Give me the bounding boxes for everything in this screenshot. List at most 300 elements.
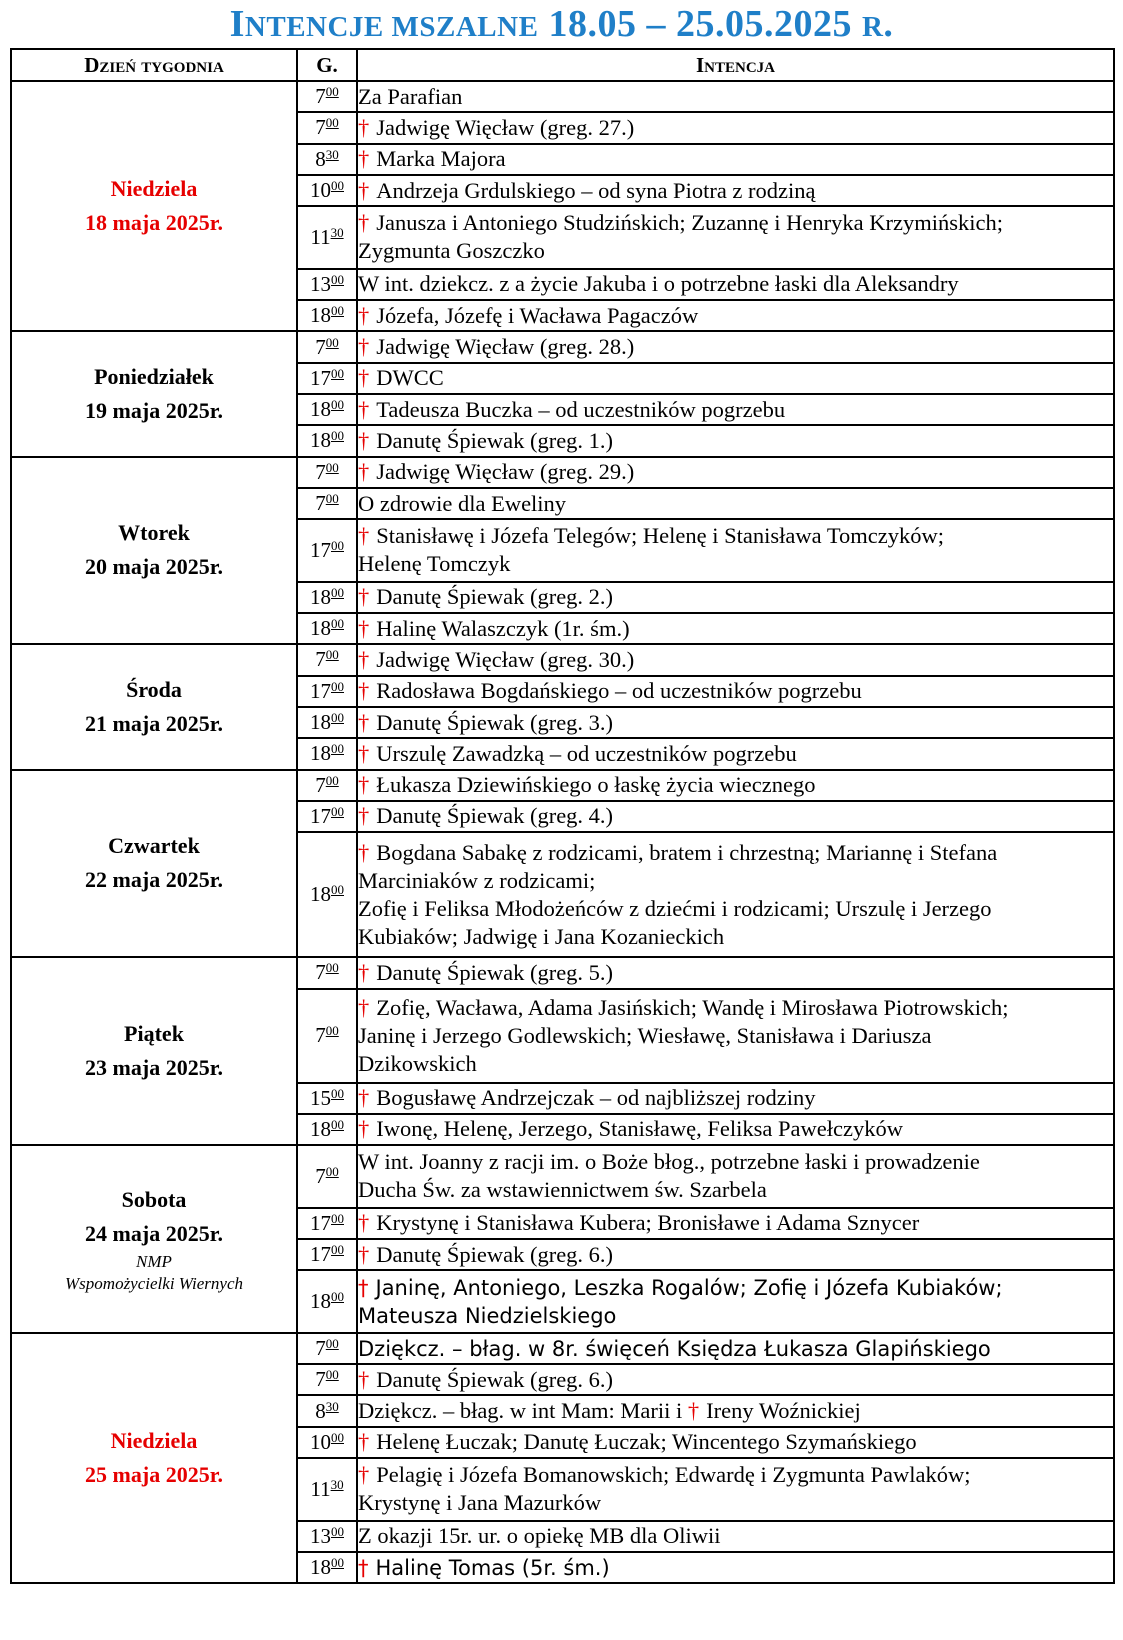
mass-time (297, 394, 357, 425)
intention-line (358, 1176, 1113, 1204)
mass-hour: 17 (310, 1210, 331, 1235)
mass-time (297, 1270, 357, 1333)
mass-minutes: 00 (325, 1367, 339, 1383)
mass-minutes: 00 (331, 303, 344, 319)
cross-icon: † (687, 1398, 700, 1424)
mass-minutes: 30 (330, 224, 344, 240)
intention-text: Andrzeja Grdulskiego – od syna Piotra z rodziną (376, 177, 816, 203)
intention-line (358, 802, 1113, 830)
table-row (11, 457, 1114, 488)
table-header-row (11, 49, 1114, 81)
day-date: 20 maja 2025r. (85, 554, 223, 580)
intention-text: Za Parafian (358, 83, 463, 109)
mass-minutes: 00 (331, 1555, 344, 1571)
mass-time (297, 801, 357, 832)
mass-time (297, 425, 357, 456)
intention-line (358, 490, 1113, 518)
intention-cell (357, 81, 1114, 112)
day-cell (11, 457, 297, 645)
intention-text: Krystynę i Stanisława Kubera; Bronisławe i Adama Sznycer (376, 1210, 920, 1236)
intention-line (358, 994, 1113, 1022)
intention-text: Iwonę, Helenę, Jerzego, Stanisławę, Feliksa Pawełczyków (376, 1116, 903, 1142)
intention-line (358, 839, 1113, 867)
intention-line (358, 364, 1113, 392)
intention-cell (357, 1208, 1114, 1239)
intention-text: Helenę Tomczyk (358, 551, 511, 577)
mass-minutes: 00 (331, 1429, 344, 1445)
mass-minutes: 00 (325, 115, 339, 131)
intention-text: Danutę Śpiewak (greg. 3.) (376, 709, 614, 735)
intention-cell (357, 519, 1114, 582)
intention-cell (357, 989, 1114, 1083)
mass-time (297, 832, 357, 957)
mass-hour: 18 (310, 428, 331, 453)
day-cell (11, 331, 297, 456)
intention-cell (357, 1364, 1114, 1395)
intention-cell (357, 1521, 1114, 1552)
intention-cell (357, 801, 1114, 832)
cross-icon: † (358, 396, 370, 422)
intention-text: Ireny Woźnickiej (706, 1398, 861, 1424)
day-date: 21 maja 2025r. (85, 710, 223, 736)
intention-line (358, 114, 1113, 142)
mass-minutes: 30 (325, 146, 339, 162)
mass-time (297, 1521, 357, 1552)
mass-hour: 18 (310, 584, 331, 609)
intention-text: Bogdana Sabakę z rodzicami, bratem i chrzestną; Mariannę i Stefana (376, 839, 998, 865)
mass-time (297, 582, 357, 613)
cross-icon: † (358, 1241, 370, 1267)
mass-hour: 8 (315, 1398, 326, 1423)
mass-minutes: 00 (331, 1523, 344, 1539)
intention-text: Dzikowskich (358, 1050, 477, 1076)
mass-hour: 11 (310, 1476, 331, 1501)
intention-cell (357, 644, 1114, 675)
cross-icon: † (358, 994, 370, 1020)
intention-text: Danutę Śpiewak (greg. 1.) (376, 427, 614, 453)
mass-hour: 7 (315, 334, 326, 359)
mass-hour: 17 (310, 365, 331, 390)
intention-cell (357, 1114, 1114, 1145)
mass-minutes: 00 (325, 459, 339, 475)
intention-cell (357, 457, 1114, 488)
intention-line (358, 333, 1113, 361)
mass-minutes: 00 (325, 1023, 339, 1039)
intention-text: Marciniaków z rodzicami; (358, 867, 596, 893)
intention-cell (357, 707, 1114, 738)
mass-minutes: 00 (331, 537, 344, 553)
intention-line (358, 1115, 1113, 1143)
intention-line (358, 1554, 1113, 1582)
intention-cell (357, 957, 1114, 988)
mass-hour: 7 (315, 115, 326, 140)
intention-text: Danutę Śpiewak (greg. 2.) (376, 584, 614, 610)
mass-hour: 7 (315, 1367, 326, 1392)
mass-time (297, 770, 357, 801)
cross-icon: † (358, 1116, 370, 1142)
day-date: 25 maja 2025r. (85, 1462, 223, 1488)
mass-time (297, 1458, 357, 1521)
mass-hour: 17 (310, 803, 331, 828)
intention-text: Zygmunta Goszczko (358, 238, 545, 264)
intention-line (358, 177, 1113, 205)
intention-text: Halinę Tomas (5r. śm.) (375, 1555, 610, 1580)
intention-line (358, 458, 1113, 486)
day-name: Niedziela (110, 176, 198, 202)
intention-text: Marka Majora (376, 146, 506, 172)
cross-icon: † (358, 114, 370, 140)
day-date: 23 maja 2025r. (85, 1055, 223, 1081)
cross-icon: † (358, 646, 370, 672)
mass-time (297, 81, 357, 112)
day-date: 24 maja 2025r. (85, 1220, 223, 1246)
mass-time (297, 300, 357, 331)
intention-line (358, 1274, 1113, 1302)
intention-cell (357, 206, 1114, 269)
intention-line (358, 1302, 1113, 1330)
intention-line (358, 867, 1113, 895)
cross-icon: † (358, 1275, 369, 1300)
mass-hour: 7 (315, 1163, 326, 1188)
mass-minutes: 00 (325, 334, 339, 350)
intention-line (358, 771, 1113, 799)
mass-hour: 18 (310, 710, 331, 735)
intention-cell (357, 738, 1114, 769)
intention-line (358, 583, 1113, 611)
mass-time (297, 1083, 357, 1114)
mass-time (297, 1552, 357, 1583)
day-date: 22 maja 2025r. (85, 867, 223, 893)
mass-hour: 10 (310, 178, 331, 203)
mass-intentions-table (10, 48, 1115, 1584)
mass-time (297, 206, 357, 269)
cross-icon: † (358, 740, 370, 766)
intention-line (358, 1461, 1113, 1489)
mass-minutes: 00 (331, 710, 344, 726)
mass-hour: 18 (310, 397, 331, 422)
mass-time (297, 676, 357, 707)
table-row (11, 81, 1114, 112)
mass-minutes: 00 (331, 178, 344, 194)
mass-minutes: 00 (331, 365, 344, 381)
intention-text: Kubiaków; Jadwigę i Jana Kozanieckich (358, 923, 725, 949)
mass-time (297, 363, 357, 394)
day-name: Sobota (121, 1186, 187, 1212)
cross-icon: † (358, 427, 370, 453)
mass-minutes: 00 (325, 84, 339, 100)
table-row (11, 957, 1114, 988)
mass-hour: 7 (315, 459, 326, 484)
intention-line (358, 1489, 1113, 1517)
day-name: Poniedziałek (94, 363, 214, 389)
mass-time (297, 1145, 357, 1208)
mass-time (297, 957, 357, 988)
feast-note: NMP (136, 1251, 172, 1271)
day-cell (11, 1145, 297, 1333)
mass-time (297, 457, 357, 488)
intention-cell (357, 488, 1114, 519)
mass-time (297, 989, 357, 1083)
intention-line (358, 302, 1113, 330)
intention-cell (357, 1395, 1114, 1426)
intention-text: Stanisławę i Józefa Telegów; Helenę i Stanisława Tomczyków; (376, 523, 944, 549)
mass-hour: 10 (310, 1429, 331, 1454)
intention-text: Dziękcz. – błag. w 8r. święceń Księdza Łukasza Glapińskiego (358, 1336, 991, 1361)
mass-time (297, 1333, 357, 1364)
intention-text: Łukasza Dziewińskiego o łaskę życia wiecznego (376, 772, 816, 798)
mass-minutes: 00 (331, 616, 344, 632)
table-row (11, 1333, 1114, 1364)
intention-line (358, 427, 1113, 455)
mass-minutes: 30 (325, 1398, 339, 1414)
intention-text: O zdrowie dla Eweliny (358, 490, 567, 516)
cross-icon: † (358, 334, 370, 360)
intention-text: Jadwigę Więcław (greg. 28.) (376, 334, 635, 360)
intention-text: W int. dziekcz. z a życie Jakuba i o potrzebne łaski dla Aleksandry (358, 271, 959, 297)
intention-cell (357, 1333, 1114, 1364)
mass-hour: 7 (315, 491, 326, 515)
intention-text: Bogusławę Andrzejczak – od najbliższej rodziny (376, 1085, 816, 1111)
mass-time (297, 144, 357, 175)
day-cell (11, 770, 297, 958)
intention-cell (357, 613, 1114, 644)
schedule-body (11, 81, 1114, 1583)
mass-hour: 17 (310, 537, 331, 562)
intention-cell (357, 331, 1114, 362)
intention-text: Pelagię i Józefa Bomanowskich; Edwardę i Zygmunta Pawlaków; (376, 1462, 971, 1488)
cross-icon: † (358, 615, 370, 641)
intention-line (358, 1241, 1113, 1269)
intention-line (358, 83, 1113, 111)
mass-minutes: 00 (325, 1336, 339, 1352)
cross-icon: † (358, 210, 370, 236)
intention-cell (357, 394, 1114, 425)
mass-time (297, 1239, 357, 1270)
intention-cell (357, 1239, 1114, 1270)
intention-cell (357, 1145, 1114, 1208)
intention-line (358, 615, 1113, 643)
intention-line (358, 895, 1113, 923)
cross-icon: † (358, 1429, 370, 1455)
intention-line (358, 677, 1113, 705)
mass-hour: 7 (315, 1336, 326, 1361)
mass-time (297, 175, 357, 206)
intention-cell (357, 300, 1114, 331)
cross-icon: † (358, 803, 370, 829)
intention-cell (357, 112, 1114, 143)
cross-icon: † (358, 678, 370, 704)
intention-text: Jadwigę Więcław (greg. 30.) (376, 646, 635, 672)
intention-text: Z okazji 15r. ur. o opiekę MB dla Oliwii (358, 1523, 721, 1549)
column-header-day: Dzień tygodnia (11, 49, 297, 81)
intention-text: Janusza i Antoniego Studzińskich; Zuzannę i Henryka Krzymińskich; (376, 210, 1003, 236)
page-title: INTENCJE MSZALNE 18.05 – 25.05.2025 R. (229, 3, 894, 45)
intention-text: Urszulę Zawadzką – od uczestników pogrzebu (376, 740, 797, 766)
intention-line (358, 396, 1113, 424)
cross-icon: † (358, 1210, 370, 1236)
intention-text: Dziękcz. – błag. w int Mam: Marii i (358, 1398, 688, 1424)
intention-cell (357, 582, 1114, 613)
intention-cell (357, 1458, 1114, 1521)
mass-hour: 7 (315, 647, 326, 672)
intention-text: Zofię, Wacława, Adama Jasińskich; Wandę i Mirosława Piotrowskich; (376, 994, 1009, 1020)
intention-line (358, 550, 1113, 578)
mass-minutes: 00 (325, 1163, 339, 1179)
intention-text: Danutę Śpiewak (greg. 5.) (376, 959, 614, 985)
mass-time (297, 488, 357, 519)
intention-text: Halinę Walaszczyk (1r. śm.) (376, 615, 630, 641)
day-cell (11, 957, 297, 1145)
intention-line (358, 1022, 1113, 1050)
cross-icon: † (358, 839, 370, 865)
intention-text: W int. Joanny z racji im. o Boże błog., potrzebne łaski i prowadzenie (358, 1149, 980, 1175)
mass-minutes: 00 (325, 960, 339, 976)
mass-minutes: 00 (325, 491, 339, 506)
mass-time (297, 707, 357, 738)
day-name: Niedziela (110, 1428, 198, 1454)
intention-text: Radosława Bogdańskiego – od uczestników pogrzebu (376, 678, 862, 704)
intention-line (358, 1209, 1113, 1237)
intention-line (358, 959, 1113, 987)
mass-hour: 18 (310, 1289, 331, 1314)
column-header-hour: G. (297, 49, 357, 81)
intention-line (358, 1366, 1113, 1394)
mass-minutes: 00 (331, 1116, 344, 1132)
mass-minutes: 00 (331, 741, 344, 757)
intention-text: Jadwigę Więcław (greg. 27.) (376, 114, 635, 140)
mass-minutes: 00 (331, 584, 344, 600)
intention-line (358, 1335, 1113, 1363)
cross-icon: † (358, 146, 370, 172)
mass-minutes: 00 (331, 428, 344, 444)
intention-line (358, 1084, 1113, 1112)
mass-time (297, 613, 357, 644)
intention-text: Helenę Łuczak; Danutę Łuczak; Wincentego Szymańskiego (376, 1429, 917, 1455)
mass-hour: 17 (310, 1242, 331, 1267)
mass-minutes: 00 (331, 678, 344, 694)
day-name: Czwartek (108, 833, 200, 859)
mass-minutes: 00 (331, 882, 344, 898)
mass-minutes: 00 (331, 1242, 344, 1258)
cross-icon: † (358, 1085, 370, 1111)
mass-minutes: 00 (331, 271, 344, 287)
mass-time (297, 1364, 357, 1395)
mass-time (297, 1427, 357, 1458)
mass-time (297, 1114, 357, 1145)
intention-line (358, 646, 1113, 674)
mass-minutes: 00 (325, 647, 339, 663)
intention-line (358, 740, 1113, 768)
table-row (11, 770, 1114, 801)
mass-minutes: 00 (325, 772, 339, 788)
mass-time (297, 519, 357, 582)
intention-cell (357, 832, 1114, 957)
intention-text: Krystynę i Jana Mazurków (358, 1490, 602, 1516)
intention-line (358, 209, 1113, 237)
intention-line (358, 522, 1113, 550)
intention-cell (357, 1552, 1114, 1583)
mass-hour: 18 (310, 1116, 331, 1141)
cross-icon: † (358, 459, 370, 485)
mass-hour: 8 (315, 146, 326, 171)
intention-text: Jadwigę Więcław (greg. 29.) (376, 459, 635, 485)
column-header-intention: Intencja (357, 49, 1114, 81)
intention-text: DWCC (376, 365, 444, 391)
intention-text: Mateusza Niedzielskiego (358, 1303, 617, 1328)
mass-minutes: 00 (331, 1085, 344, 1101)
intention-line (358, 1148, 1113, 1176)
mass-time (297, 644, 357, 675)
intention-text: Ducha Św. za wstawiennictwem św. Szarbela (358, 1177, 767, 1203)
day-cell (11, 1333, 297, 1583)
cross-icon: † (358, 772, 370, 798)
mass-hour: 18 (310, 882, 331, 907)
intention-cell (357, 269, 1114, 300)
intention-text: Zofię i Feliksa Młodożeńców z dziećmi i rodzicami; Urszulę i Jerzego (358, 895, 992, 921)
feast-note: Wspomożycielki Wiernych (65, 1273, 243, 1293)
day-cell (11, 81, 297, 331)
mass-minutes: 00 (331, 803, 344, 819)
mass-hour: 7 (315, 84, 326, 109)
mass-minutes: 00 (331, 1210, 344, 1226)
cross-icon: † (358, 365, 370, 391)
intention-text: Józefa, Józefę i Wacława Pagaczów (376, 302, 699, 328)
day-name: Piątek (124, 1021, 184, 1047)
intention-text: Danutę Śpiewak (greg. 6.) (376, 1241, 614, 1267)
mass-hour: 18 (310, 741, 331, 766)
mass-hour: 7 (315, 960, 326, 985)
table-row (11, 644, 1114, 675)
mass-time (297, 112, 357, 143)
mass-minutes: 30 (330, 1476, 344, 1492)
mass-minutes: 00 (331, 397, 344, 413)
mass-time (297, 1208, 357, 1239)
cross-icon: † (358, 1462, 370, 1488)
table-row (11, 331, 1114, 362)
intention-line (358, 1397, 1113, 1425)
intention-text: Janinę, Antoniego, Leszka Rogalów; Zofię i Józefa Kubiaków; (375, 1275, 1003, 1300)
mass-hour: 13 (310, 271, 331, 296)
mass-hour: 7 (315, 772, 326, 797)
intention-text: Danutę Śpiewak (greg. 6.) (376, 1366, 614, 1392)
intention-cell (357, 144, 1114, 175)
intention-line (358, 145, 1113, 173)
mass-time (297, 738, 357, 769)
mass-time (297, 1395, 357, 1426)
intention-line (358, 237, 1113, 265)
table-row (11, 1145, 1114, 1208)
day-name: Wtorek (118, 520, 190, 546)
intention-text: Tadeusza Buczka – od uczestników pogrzebu (376, 396, 786, 422)
intention-line (358, 1050, 1113, 1078)
day-date: 19 maja 2025r. (85, 397, 223, 423)
mass-hour: 17 (310, 678, 331, 703)
intention-line (358, 923, 1113, 951)
cross-icon: † (358, 959, 370, 985)
day-name: Środa (126, 676, 182, 702)
intention-cell (357, 175, 1114, 206)
mass-hour: 7 (315, 1023, 326, 1048)
intention-cell (357, 1427, 1114, 1458)
mass-hour: 18 (310, 616, 331, 641)
cross-icon: † (358, 523, 370, 549)
intention-cell (357, 1270, 1114, 1333)
cross-icon: † (358, 1366, 370, 1392)
cross-icon: † (358, 584, 370, 610)
intention-cell (357, 1083, 1114, 1114)
mass-hour: 13 (310, 1523, 331, 1548)
intention-cell (357, 363, 1114, 394)
